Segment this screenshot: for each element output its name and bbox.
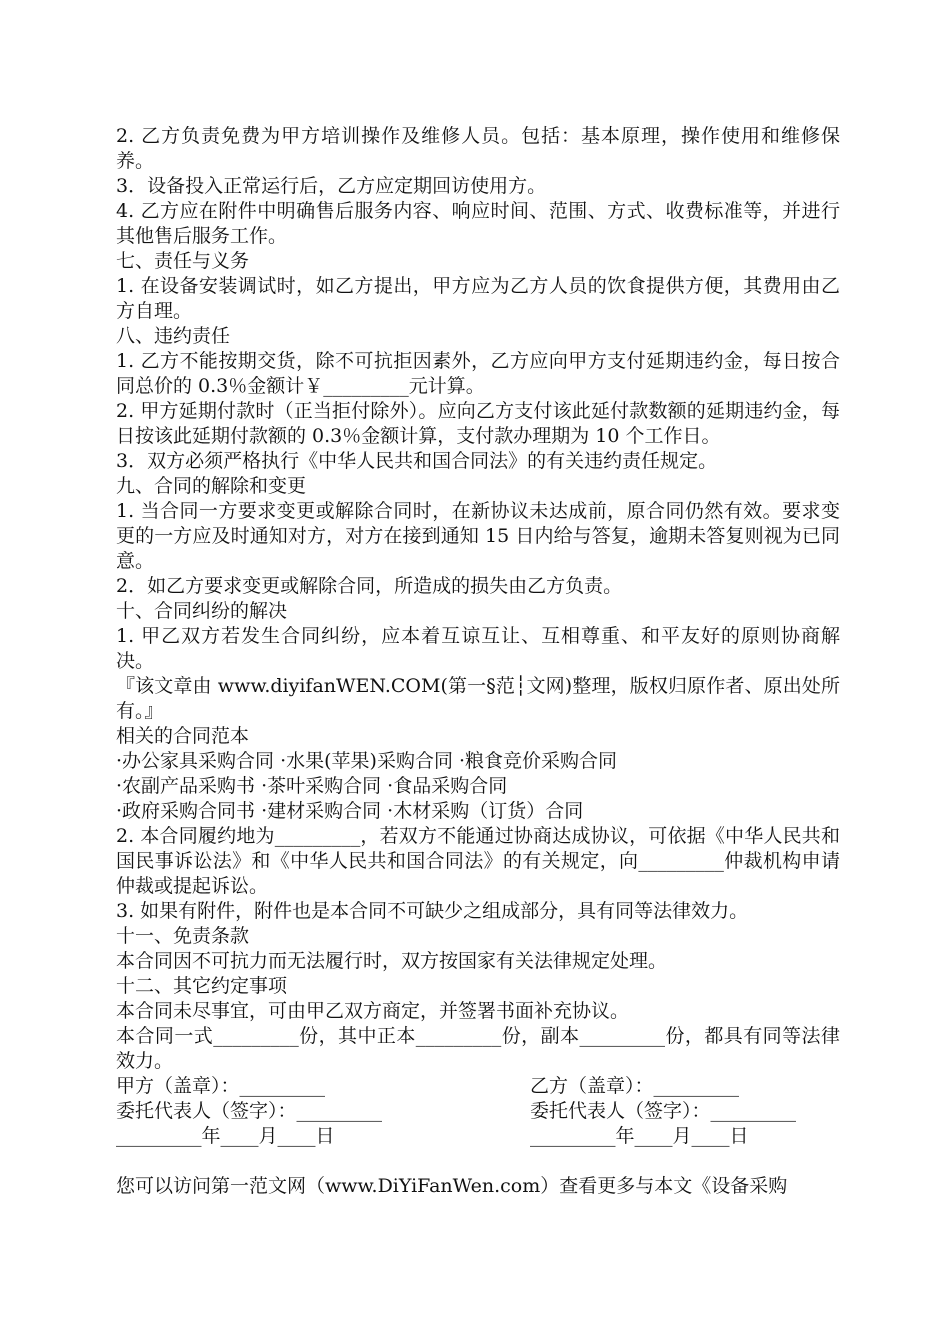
party-a-date: _________年____月____日 [116,1125,335,1147]
spacer [116,1149,840,1174]
section-heading-breach: 八、违约责任 [116,325,231,347]
signature-row-representative [116,1099,840,1124]
related-contracts-row[interactable]: ·政府采购合同书 ·建材采购合同 ·木材采购（订货）合同 [116,800,584,822]
section-heading-dispute: 十、合同纠纷的解决 [116,600,288,622]
clause-training: 2. 乙方负责免费为甲方培训操作及维修人员。包括：基本原理，操作使用和维修保养。 [116,125,840,172]
clause-loss-responsibility: 2．如乙方要求变更或解除合同，所造成的损失由乙方负责。 [116,575,623,597]
section-heading-termination: 九、合同的解除和变更 [116,475,307,497]
signature-row-seal [116,1074,840,1099]
document-body [116,124,840,1199]
clause-after-sales: 4. 乙方应在附件中明确售后服务内容、响应时间、范围、方式、收费标准等，并进行其他售后服务工作。 [116,200,840,247]
party-b-representative: 委托代表人（签字）：_________ [530,1100,797,1122]
signature-row-date [116,1124,840,1149]
party-a-representative: 委托代表人（签字）：_________ [116,1100,383,1122]
clause-contract-law: 3．双方必须严格执行《中华人民共和国合同法》的有关违约责任规定。 [116,450,718,472]
party-b-date: _________年____月____日 [530,1125,749,1147]
footer-link-text[interactable]: 您可以访问第一范文网（www.DiYiFanWen.com）查看更多与本文《设备采购 [116,1175,788,1197]
clause-followup-visit: 3．设备投入正常运行后，乙方应定期回访使用方。 [116,175,547,197]
related-contracts-row[interactable]: ·农副产品采购书 ·茶叶采购合同 ·食品采购合同 [116,775,508,797]
clause-performance-place: 2. 本合同履约地为_________，若双方不能通过协商达成协议，可依据《中华人民共和国民事诉讼法》和《中华人民共和国合同法》的有关规定，向_________仲裁机构申请仲裁或提起诉讼。 [116,825,840,897]
section-heading-responsibility: 七、责任与义务 [116,250,250,272]
clause-negotiation: 1. 甲乙双方若发生合同纠纷，应本着互谅互让、互相尊重、和平友好的原则协商解决。 [116,625,840,672]
clause-late-payment: 2. 甲方延期付款时（正当拒付除外）。应向乙方支付该此延付款数额的延期违约金，每日按该此延期付款额的 0.3％金额计算，支付款办理期为 10 个工作日。 [116,400,840,447]
clause-late-delivery: 1. 乙方不能按期交货，除不可抗拒因素外，乙方应向甲方支付延期违约金，每日按合同总价的 0.3％金额计￥_________元计算。 [116,350,840,397]
source-notice: 『该文章由 www.diyifanWEN.COM(第一§范┆文网)整理，版权归原作者、原出处所有。』 [116,675,840,722]
related-contracts-heading: 相关的合同范本 [116,725,250,747]
party-b-seal: 乙方（盖章）：_________ [530,1075,740,1097]
clause-attachments: 3. 如果有附件，附件也是本合同不可缺少之组成部分，具有同等法律效力。 [116,900,749,922]
related-contracts-row[interactable]: ·办公家具采购合同 ·水果(苹果)采购合同 ·粮食竞价采购合同 [116,750,618,772]
clause-change-request: 1. 当合同一方要求变更或解除合同时，在新协议未达成前，原合同仍然有效。要求变更的一方应及时通知对方，对方在接到通知 15 日内给与答复，逾期未答复则视为已同意。 [116,500,840,572]
clause-supplement: 本合同未尽事宜，可由甲乙双方商定，并签署书面补充协议。 [116,1000,630,1022]
clause-copies: 本合同一式_________份，其中正本_________份，副本_________份，都具有同等法律效力。 [116,1025,840,1072]
clause-installation: 1. 在设备安装调试时，如乙方提出，甲方应为乙方人员的饮食提供方便，其费用由乙方自理。 [116,275,840,322]
clause-force-majeure: 本合同因不可抗力而无法履行时，双方按国家有关法律规定处理。 [116,950,668,972]
section-heading-other: 十二、其它约定事项 [116,975,288,997]
party-a-seal: 甲方（盖章）：_________ [116,1075,326,1097]
section-heading-exemption: 十一、免责条款 [116,925,250,947]
